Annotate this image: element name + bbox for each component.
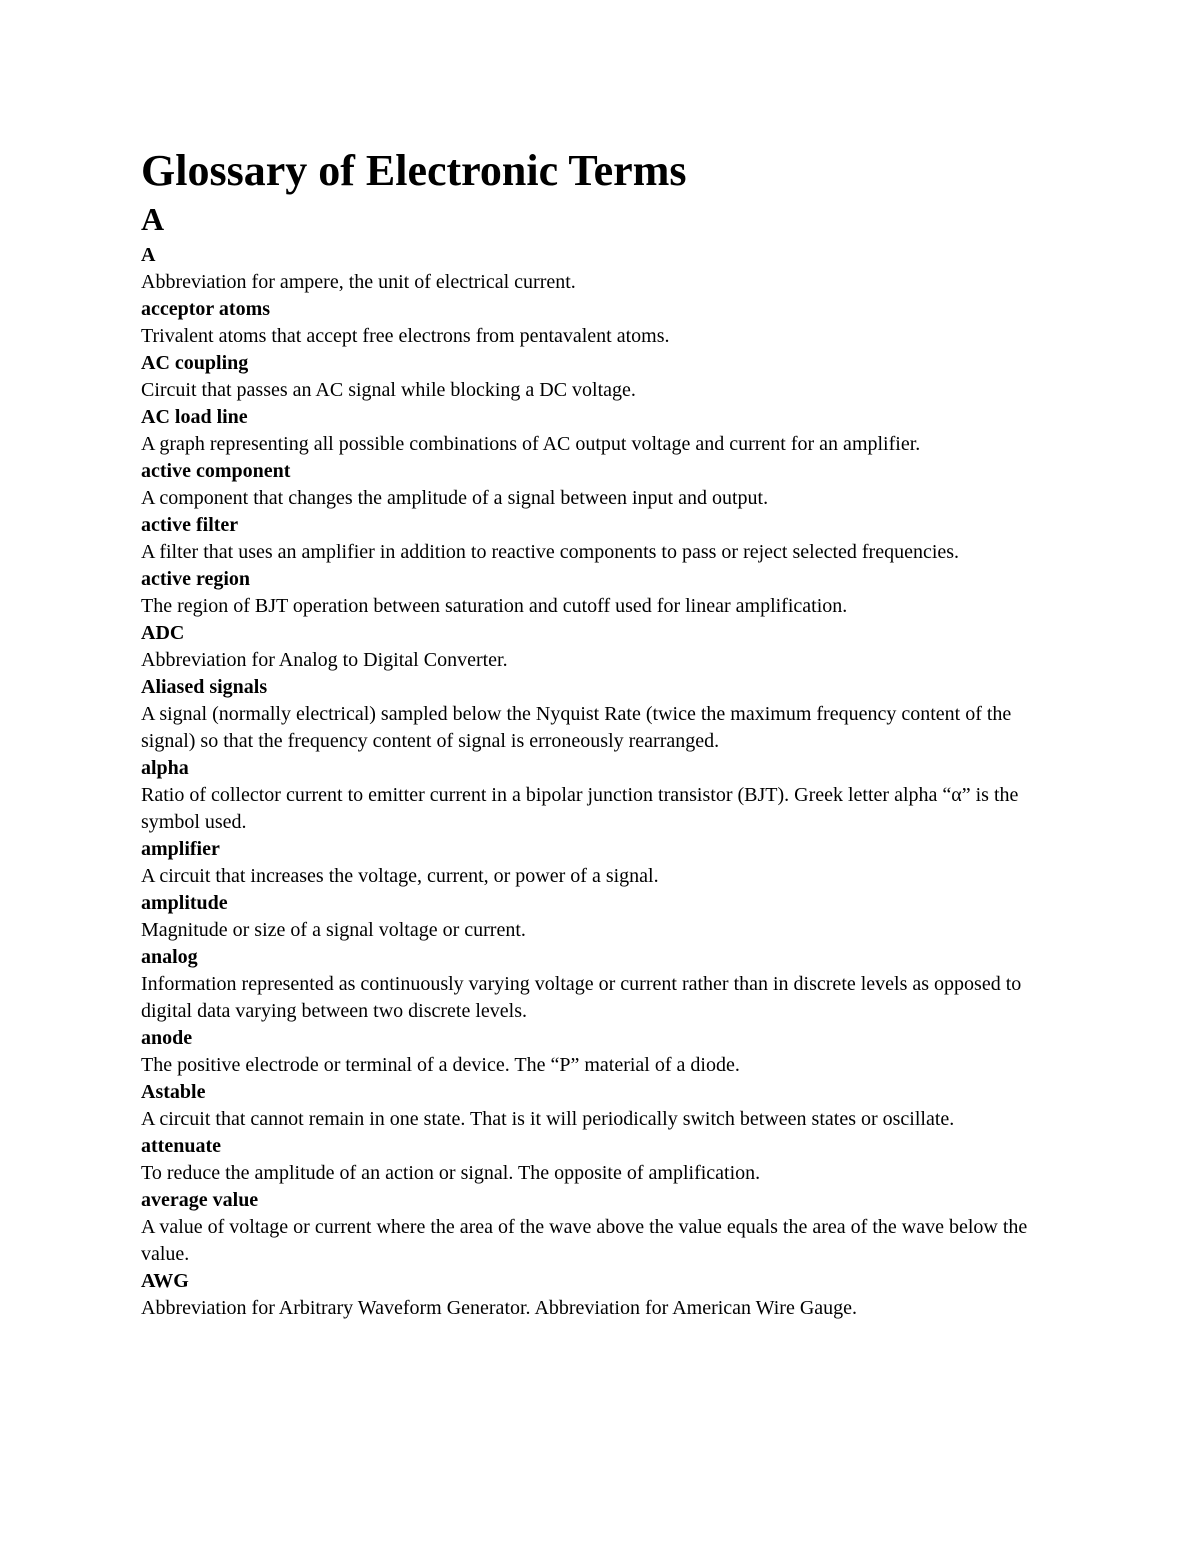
glossary-term: active filter <box>141 514 239 536</box>
glossary-entry <box>141 890 1061 944</box>
glossary-term: ADC <box>141 622 185 644</box>
glossary-definition: A component that changes the amplitude of a signal between input and output. <box>141 487 769 509</box>
glossary-term: acceptor atoms <box>141 298 271 320</box>
glossary-entry <box>141 566 1061 620</box>
glossary-definition: The region of BJT operation between saturation and cutoff used for linear amplification. <box>141 595 848 617</box>
glossary-term: Aliased signals <box>141 676 268 698</box>
section-heading: A <box>141 201 165 237</box>
glossary-entry <box>141 944 1061 1025</box>
glossary-term: AWG <box>141 1270 189 1292</box>
glossary-definition: A circuit that increases the voltage, current, or power of a signal. <box>141 865 659 887</box>
glossary-definition: Abbreviation for ampere, the unit of electrical current. <box>141 271 576 293</box>
glossary-term: alpha <box>141 757 189 779</box>
glossary-definition: The positive electrode or terminal of a device. The “P” material of a diode. <box>141 1054 740 1076</box>
glossary-term: Astable <box>141 1081 206 1103</box>
glossary-definition: Circuit that passes an AC signal while blocking a DC voltage. <box>141 379 636 401</box>
glossary-entry <box>141 350 1061 404</box>
glossary-definition: A value of voltage or current where the area of the wave above the value equals the area of the wave below the value. <box>141 1216 1028 1265</box>
glossary-entry <box>141 242 1061 296</box>
glossary-entry <box>141 755 1061 836</box>
glossary-definition: Magnitude or size of a signal voltage or current. <box>141 919 526 941</box>
glossary-term: attenuate <box>141 1135 221 1157</box>
glossary-term: analog <box>141 946 198 968</box>
glossary-entry <box>141 1079 1061 1133</box>
glossary-term: anode <box>141 1027 193 1049</box>
glossary-entry <box>141 1025 1061 1079</box>
glossary-entry <box>141 836 1061 890</box>
glossary-term: AC coupling <box>141 352 249 374</box>
glossary-term: amplitude <box>141 892 228 914</box>
glossary-term: amplifier <box>141 838 220 860</box>
glossary-entry <box>141 404 1061 458</box>
page-title: Glossary of Electronic Terms <box>141 146 687 195</box>
glossary-entry <box>141 1133 1061 1187</box>
glossary-entry <box>141 458 1061 512</box>
glossary-entry <box>141 296 1061 350</box>
glossary-definition: To reduce the amplitude of an action or signal. The opposite of amplification. <box>141 1162 761 1184</box>
glossary-entry <box>141 1187 1061 1268</box>
glossary-page <box>141 142 1061 1322</box>
glossary-definition: A circuit that cannot remain in one state. That is it will periodically switch between states or oscillate. <box>141 1108 955 1130</box>
glossary-definition: A graph representing all possible combinations of AC output voltage and current for an amplifier. <box>141 433 921 455</box>
glossary-entry <box>141 1268 1061 1322</box>
glossary-term: active region <box>141 568 251 590</box>
glossary-definition: Ratio of collector current to emitter current in a bipolar junction transistor (BJT). Greek letter alpha “α” is the symbol used. <box>141 784 1019 833</box>
glossary-entry <box>141 512 1061 566</box>
glossary-definition: A signal (normally electrical) sampled below the Nyquist Rate (twice the maximum frequency content of the signal) so that the frequency content of signal is erroneously rearranged. <box>141 703 1012 752</box>
glossary-entry <box>141 674 1061 755</box>
glossary-definition: Trivalent atoms that accept free electrons from pentavalent atoms. <box>141 325 670 347</box>
glossary-definition: Abbreviation for Analog to Digital Converter. <box>141 649 508 671</box>
glossary-term: AC load line <box>141 406 248 428</box>
glossary-term: active component <box>141 460 291 482</box>
glossary-entry <box>141 620 1061 674</box>
glossary-definition: Information represented as continuously varying voltage or current rather than in discrete levels as opposed to digital data varying between two discrete levels. <box>141 973 1022 1022</box>
glossary-definition: Abbreviation for Arbitrary Waveform Generator. Abbreviation for American Wire Gauge. <box>141 1297 858 1319</box>
glossary-term: average value <box>141 1189 259 1211</box>
glossary-term: A <box>141 244 156 266</box>
glossary-definition: A filter that uses an amplifier in addition to reactive components to pass or reject selected frequencies. <box>141 541 960 563</box>
